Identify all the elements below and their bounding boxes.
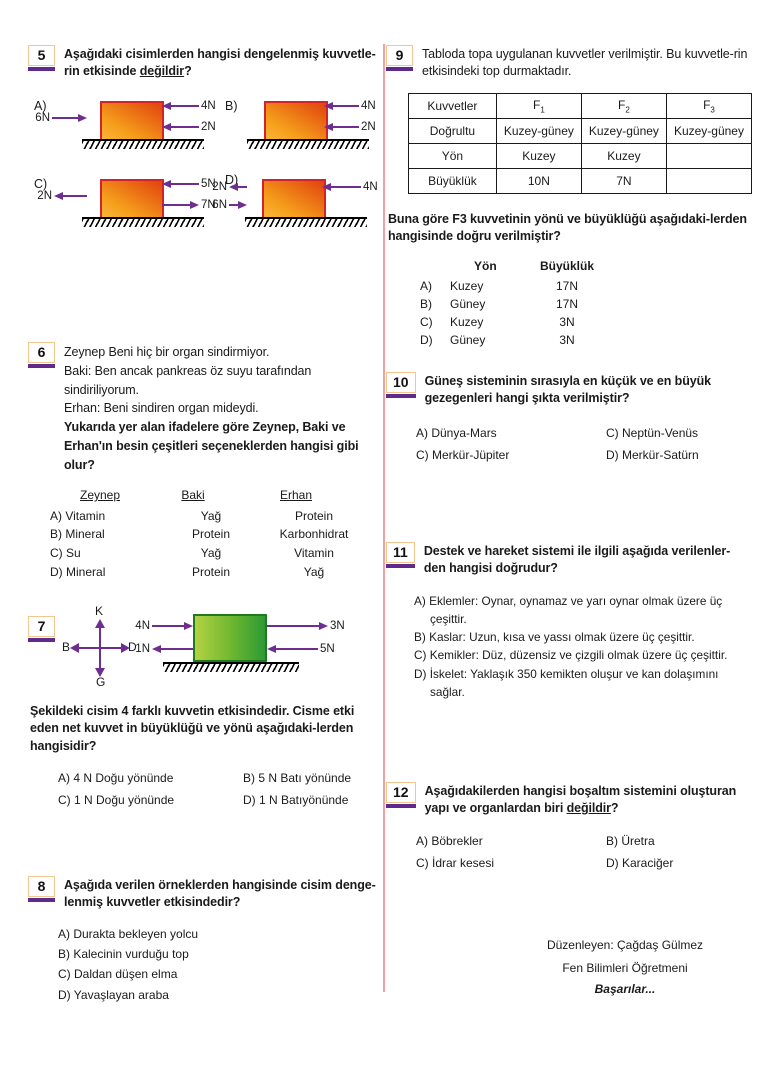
options: [58, 769, 380, 809]
question-number-badge: [28, 45, 55, 71]
question-number: 9: [386, 45, 413, 66]
table-cell: [496, 93, 581, 118]
question-text-post: ?: [184, 64, 192, 79]
option-cell: [50, 507, 168, 526]
figure-band: [28, 604, 380, 696]
option-row: [420, 295, 752, 313]
column-header: Zeynep: [79, 488, 121, 503]
arrow-shaft: [152, 625, 184, 627]
question-number-underline: [386, 804, 416, 808]
compass-east-label: D: [128, 640, 137, 654]
question-number-badge: [386, 45, 413, 71]
footer-message: Başarılar...: [594, 982, 656, 996]
force-arrow: [210, 199, 247, 211]
option-cell: [50, 525, 168, 544]
table-cell: Kuzey: [496, 143, 581, 168]
question-text-pre: Aşağıdaki cisimlerden hangisi dengelenmiş kuvvetle-rin etkisinde: [64, 47, 376, 79]
options: [416, 832, 752, 872]
option-key: B): [50, 527, 62, 542]
column-divider: [383, 44, 385, 992]
statement-line: Zeynep Beni hiç bir organ sindirmiyor.: [64, 345, 270, 359]
question-number-badge: [386, 542, 415, 568]
table-cell: [581, 93, 666, 118]
options: [420, 257, 752, 349]
option-magnitude: 3N: [559, 315, 575, 330]
arrow-head-left: [162, 102, 171, 110]
question-text: Güneş sisteminin sırasıyla en küçük ve en büyük gezegenleri hangi şıkta verilmiştir?: [424, 374, 711, 406]
option-value: Mineral: [66, 564, 106, 579]
footer-editor: Düzenleyen: Çağdaş Gülmez: [546, 938, 704, 952]
figure-option-a: [28, 93, 216, 171]
arrow-shaft: [238, 186, 247, 188]
option: A) Dünya-Mars: [416, 425, 497, 440]
table-row: [409, 168, 752, 193]
force-arrow: [133, 620, 193, 632]
arrow-head-left: [322, 183, 331, 191]
question-number-badge: [386, 372, 416, 398]
question-7: [28, 604, 380, 809]
table-cell: Doğrultu: [409, 118, 497, 143]
force-label: 2N: [361, 120, 376, 133]
option-value: Vitamin: [65, 508, 106, 523]
force-label: 6N: [35, 111, 50, 124]
option-cell: Yağ: [200, 508, 222, 523]
force-label: 2N: [201, 120, 216, 133]
question-text-underlined: değildir: [139, 64, 185, 79]
question-number: 8: [28, 876, 55, 897]
question-number-badge: [28, 342, 55, 368]
question-number-badge: [28, 616, 55, 642]
table-cell: Kuvvetler: [409, 93, 497, 118]
force-arrow: [35, 190, 87, 202]
question-number-badge: [28, 876, 55, 902]
question-text-underlined: değildir: [566, 801, 611, 816]
figure-label: A): [34, 98, 47, 113]
compass-west-label: B: [62, 640, 71, 654]
option: B) 5 N Batı yönünde: [243, 770, 352, 785]
option-magnitude: 17N: [555, 297, 578, 312]
option-magnitude: 17N: [555, 279, 578, 294]
ground: [245, 217, 367, 227]
option: C) Merkür-Jüpiter: [416, 447, 510, 462]
ground: [163, 662, 299, 672]
force-arrow: [267, 620, 347, 632]
block: [264, 101, 328, 141]
question-number: 10: [386, 372, 416, 393]
table-row: [409, 93, 752, 118]
arrow-shaft: [229, 204, 238, 206]
table-cell: Kuzey-güney: [496, 118, 581, 143]
option-row: [50, 544, 380, 563]
question-number-underline: [28, 67, 55, 71]
option-row: [420, 331, 752, 349]
question-10: [386, 372, 752, 464]
column-header: Baki: [181, 488, 205, 503]
option-cell: Yağ: [303, 564, 325, 579]
figure-forces-diagram: [128, 610, 373, 688]
option-key: D): [50, 564, 63, 579]
option: C) Kemikler: Düz, düzensiz ve çizgili olmak üzere üç çeşittir.: [414, 648, 728, 663]
option-row: [420, 277, 752, 295]
option: C) 1 N Doğu yönünde: [58, 792, 175, 807]
question-9: [386, 45, 752, 349]
ground: [247, 139, 369, 149]
question-number-underline: [386, 394, 416, 398]
question-text-pre: Aşağıdakilerden hangisi boşaltım sistemini oluşturan yapı ve organlardan biri: [424, 784, 737, 816]
option-key: D): [420, 333, 433, 348]
arrow-shaft: [52, 117, 78, 119]
force-arrow: [210, 181, 247, 193]
table-cell: [666, 143, 751, 168]
question-number-underline: [386, 67, 413, 71]
question-text: Yukarıda yer alan ifadelere göre Zeynep, Baki ve Erhan'ın besin çeşitleri seçeneklerden hangisi gibi olur?: [64, 420, 359, 472]
arrow-head-left: [324, 102, 333, 110]
figure-option-d: [212, 171, 380, 249]
arrow-head-left: [152, 645, 161, 653]
statement-line: Erhan: Beni sindiren organ mideydi.: [64, 401, 259, 416]
arrow-head-left: [70, 643, 79, 653]
arrow-head-down: [95, 668, 105, 677]
block: [193, 614, 267, 662]
option: A) Eklemler: Oynar, oynamaz ve yarı oynar olmak üzere üç çeşittir.: [414, 593, 723, 626]
arrow-shaft: [333, 126, 359, 128]
question-8: [28, 876, 380, 1005]
question-text-2: Buna göre F3 kuvvetinin yönü ve büyüklüğü aşağıdaki-lerden hangisinde doğru verilmiştir?: [388, 211, 747, 244]
option-direction: Güney: [450, 297, 486, 312]
footer-role: Fen Bilimleri Öğretmeni: [562, 961, 688, 975]
ground: [82, 139, 204, 149]
question-number-underline: [28, 364, 55, 368]
spacer: [420, 257, 450, 275]
force-subscript: 3: [710, 104, 715, 114]
column-header: Erhan: [279, 488, 313, 503]
options: [414, 592, 752, 702]
arrow-head-left: [267, 645, 276, 653]
column-header: Yön: [474, 259, 497, 274]
table-cell: 10N: [496, 168, 581, 193]
arrow-shaft: [162, 204, 190, 206]
question-6: [28, 342, 380, 581]
block: [100, 179, 164, 219]
compass-north-label: K: [95, 604, 104, 618]
arrow-head-right: [184, 622, 193, 630]
arrow-head-right: [319, 622, 328, 630]
question-number-underline: [28, 898, 55, 902]
question-number: 5: [28, 45, 55, 66]
table-cell: Kuzey-güney: [666, 118, 751, 143]
option-value: Su: [66, 546, 81, 561]
forces-table: [408, 93, 752, 194]
arrow-head-right: [238, 201, 247, 209]
force-label: 1N: [135, 643, 150, 655]
question-statements: [64, 342, 380, 474]
arrow-head-right: [78, 114, 87, 122]
question-text: [425, 782, 752, 818]
force-label: 4N: [363, 180, 378, 193]
force-label: 7N: [201, 198, 216, 211]
force-label: 4N: [201, 99, 216, 112]
arrow-shaft: [331, 186, 361, 188]
question-5: [28, 45, 380, 249]
option: B) Üretra: [606, 833, 655, 848]
arrow-head-left: [324, 123, 333, 131]
question-text: [64, 45, 380, 81]
table-cell: [666, 168, 751, 193]
option-cell: Protein: [191, 527, 231, 542]
table-row: [409, 118, 752, 143]
option-cell: Protein: [294, 508, 334, 523]
arrow-head-right: [190, 201, 199, 209]
force-arrow: [267, 643, 337, 655]
option-row: [50, 525, 380, 544]
column-header: Büyüklük: [539, 259, 594, 274]
arrow-head-left: [229, 183, 238, 191]
force-arrow: [162, 100, 218, 112]
option-row: [50, 507, 380, 526]
options-table-header: [50, 486, 380, 505]
option-key: C): [420, 315, 433, 330]
option-cell: Yağ: [200, 546, 222, 561]
option: B) Kalecinin vurduğu top: [58, 946, 189, 961]
force-arrow: [162, 121, 218, 133]
question-number: 11: [386, 542, 415, 563]
question-number: 12: [386, 782, 416, 803]
arrow-head-left: [162, 123, 171, 131]
option-magnitude: 3N: [559, 333, 575, 348]
compass-south-label: G: [96, 675, 106, 689]
question-number: 6: [28, 342, 55, 363]
question-12: [386, 782, 752, 872]
figure-label: B): [225, 98, 238, 113]
block: [100, 101, 164, 141]
option-direction: Güney: [450, 333, 486, 348]
force-label: 4N: [135, 620, 150, 632]
arrow-shaft: [171, 126, 199, 128]
arrow-shaft: [171, 183, 199, 185]
figure-option-c: [28, 171, 216, 249]
option-cell: [50, 563, 168, 582]
force-label: 6N: [212, 198, 227, 211]
option: A) Durakta bekleyen yolcu: [58, 926, 199, 941]
table-row: [409, 143, 752, 168]
table-cell: 7N: [581, 168, 666, 193]
options-table: [50, 486, 380, 581]
option: D) Yavaşlayan araba: [58, 987, 169, 1002]
force-subscript: 1: [540, 104, 545, 114]
option-row: [50, 563, 380, 582]
question-text: Tabloda topa uygulanan kuvvetler verilmiştir. Bu kuvvetle-rin etkisindeki top durmaktadır.: [422, 47, 748, 79]
option: C) Daldan düşen elma: [58, 967, 178, 982]
arrow-head-left: [162, 180, 171, 188]
force-arrow: [324, 121, 378, 133]
force-label: 2N: [212, 180, 227, 193]
option-direction: Kuzey: [450, 315, 484, 330]
table-cell: Kuzey-güney: [581, 118, 666, 143]
question-text-post: ?: [610, 801, 619, 816]
force-label: 2N: [37, 189, 52, 202]
table-cell: Kuzey: [581, 143, 666, 168]
arrow-shaft: [63, 195, 87, 197]
option-direction: Kuzey: [450, 279, 484, 294]
question-text: Aşağıda verilen örneklerden hangisinde cisim denge-lenmiş kuvvetler etkisindedir?: [64, 878, 376, 910]
force-arrow: [324, 100, 378, 112]
option: D) 1 N Batıyönünde: [243, 792, 349, 807]
options: [58, 924, 380, 1006]
option: D) İskelet: Yaklaşık 350 kemikten oluşur ve kan dolaşımını sağlar.: [414, 666, 719, 699]
force-label: 3N: [330, 620, 345, 632]
force-symbol: F: [532, 97, 541, 112]
arrow-shaft: [161, 648, 193, 650]
force-symbol: F: [703, 97, 711, 112]
question-text: Destek ve hareket sistemi ile ilgili aşağıda verilenler-den hangisi doğrudur?: [423, 544, 731, 576]
option-cell: Karbonhidrat: [279, 527, 349, 542]
ground: [82, 217, 204, 227]
statement-line: Baki: Ben ancak pankreas öz suyu tarafından sindiriliyorum.: [64, 363, 312, 397]
footer: [500, 938, 750, 996]
arrow-shaft: [171, 105, 199, 107]
table-cell: Büyüklük: [409, 168, 497, 193]
force-symbol: F: [618, 97, 626, 112]
option: C) İdrar kesesi: [416, 855, 495, 870]
option: B) Kaslar: Uzun, kısa ve yassı olmak üzere üç çeşittir.: [414, 630, 695, 645]
force-label: 5N: [320, 643, 335, 655]
figure-label: C): [34, 176, 48, 191]
option-row: [420, 313, 752, 331]
force-label: 5N: [201, 177, 216, 190]
option-cell: Vitamin: [294, 546, 334, 561]
force-label: 4N: [361, 99, 376, 112]
block: [262, 179, 326, 219]
option: C) Neptün-Venüs: [606, 425, 699, 440]
arrow-shaft: [267, 625, 319, 627]
arrow-head-up: [95, 619, 105, 628]
question-number: 7: [28, 616, 55, 637]
arrow-shaft: [333, 105, 359, 107]
option-cell: [50, 544, 168, 563]
option: A) 4 N Doğu yönünde: [58, 770, 174, 785]
force-arrow: [322, 181, 380, 193]
option: D) Karaciğer: [606, 855, 674, 870]
option-cell: Protein: [191, 564, 231, 579]
compass-horizontal-line: [79, 647, 121, 649]
table-cell: Yön: [409, 143, 497, 168]
arrow-head-left: [54, 192, 63, 200]
question-11: [386, 542, 752, 701]
question-number-underline: [28, 638, 55, 642]
question-text: Şekildeki cisim 4 farklı kuvvetin etkisindedir. Cisme etki eden net kuvvet in büyüklüğü ve yönü aşağıdaki-lerden hangisidir?: [30, 704, 355, 753]
question-number-underline: [386, 564, 415, 568]
question-number-badge: [386, 782, 416, 808]
options-header: [420, 257, 752, 275]
option-key: C): [50, 546, 63, 561]
arrow-shaft: [276, 648, 318, 650]
option-key: A): [420, 279, 432, 294]
option-value: Mineral: [65, 527, 105, 542]
force-subscript: 2: [625, 104, 630, 114]
options: [416, 424, 752, 464]
option: D) Merkür-Satürn: [606, 447, 699, 462]
option: A) Böbrekler: [416, 833, 483, 848]
force-arrow: [133, 643, 193, 655]
option-key: B): [420, 297, 432, 312]
force-arrow: [33, 112, 87, 124]
table-cell: [666, 93, 751, 118]
figure-option-b: [219, 93, 380, 171]
figure-label: D): [225, 172, 239, 187]
option-key: A): [50, 508, 62, 523]
